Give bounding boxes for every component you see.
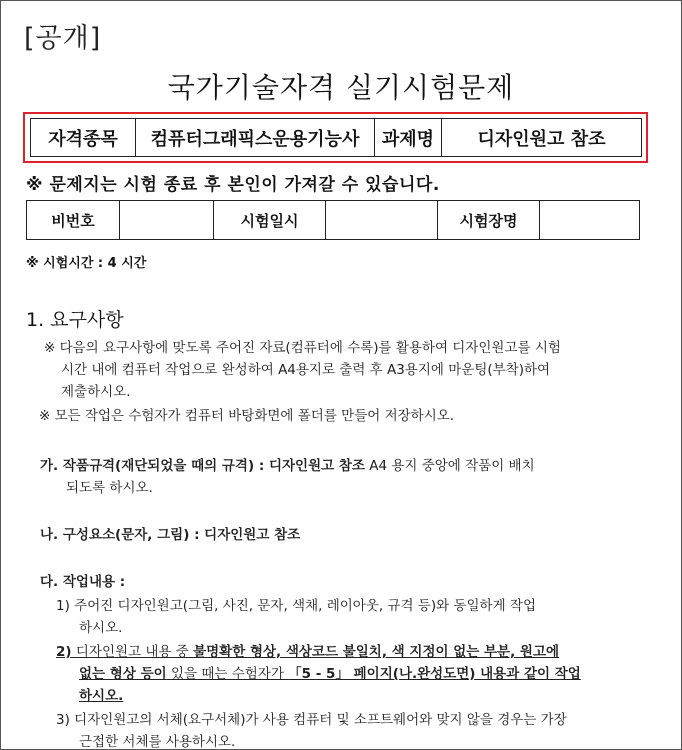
page-title: 국가기술자격 실기시험문제	[167, 71, 515, 104]
secret-number-label: 비번호	[27, 201, 120, 240]
requirement-bullet-1-line-3: 제출하시오.	[61, 384, 131, 400]
exam-info-table	[26, 200, 640, 240]
work-item-2-text-b: 불명확한 형상, 색상코드 불일치, 색 지정이 없는 부분, 원고에	[193, 644, 560, 660]
task-name-label: 과제명	[375, 119, 442, 157]
exam-place-label: 시험장명	[438, 201, 540, 240]
qualification-type-value: 컴퓨터그래픽스운용기능사	[136, 119, 375, 157]
requirement-bullet-2: ※ 모든 작업은 수험자가 컴퓨터 바탕화면에 폴더를 만들어 저장하시오.	[39, 408, 455, 424]
notice-text: ※ 문제지는 시험 종료 후 본인이 가져갈 수 있습니다.	[26, 175, 440, 195]
item-ga	[40, 454, 535, 474]
section-heading: 1. 요구사항	[26, 309, 124, 331]
work-item-2-line-1	[56, 640, 559, 660]
exam-time: ※ 시험시간 : 4 시간	[26, 256, 147, 271]
secret-number-value	[120, 201, 214, 240]
qualification-type-label: 자격종목	[31, 119, 136, 157]
work-item-3-line-1: 3) 디자인원고의 서체(요구서체)가 사용 컴퓨터 및 소프트웨어와 맞지 않을 경우는 가장	[56, 712, 567, 728]
task-name-value: 디자인원고 참조	[442, 119, 642, 157]
work-item-2-text-c: 없는 형상 등이	[79, 666, 167, 682]
work-item-2-text-e: 「5 - 5」 페이지(나.완성도면) 내용과 같이 작업	[288, 666, 581, 682]
exam-place-value	[540, 201, 640, 240]
qualification-table	[30, 118, 642, 157]
item-da: 다. 작업내용 :	[40, 574, 126, 590]
item-na: 나. 구성요소(문자, 그림) : 디자인원고 참조	[40, 527, 301, 543]
work-item-2-line-2	[79, 662, 581, 682]
exam-date-value	[326, 201, 438, 240]
requirement-bullet-1-line-1: ※ 다음의 요구사항에 맞도록 주어진 자료(컴퓨터에 수록)를 활용하여 디자인원고를 시험	[44, 340, 561, 356]
work-item-3-line-2: 근접한 서체를 사용하시오.	[79, 734, 236, 750]
work-item-2-number: 2)	[56, 644, 72, 660]
work-item-2-text-d: 있을 때는 수험자가	[166, 666, 289, 682]
work-item-1-line-1: 1) 주어진 디자인원고(그림, 사진, 문자, 색채, 레이아웃, 규격 등)와 동일하게 작업	[56, 598, 536, 614]
work-item-1-line-2: 하시오.	[79, 620, 123, 636]
item-ga-bold: 가. 작품규격(재단되었을 때의 규격) : 디자인원고 참조	[40, 458, 365, 474]
item-ga-line-2: 되도록 하시오.	[66, 480, 153, 496]
work-item-2-text-a: 디자인원고 내용 중	[71, 644, 194, 660]
work-item-2-line-3: 하시오.	[79, 688, 124, 704]
exam-date-label: 시험일시	[214, 201, 326, 240]
requirement-bullet-1-line-2: 시간 내에 컴퓨터 작업으로 완성하여 A4용지로 출력 후 A3용지에 마운팅(부착)하여	[61, 362, 551, 378]
public-label: [공개]	[24, 23, 102, 54]
item-ga-rest: A4 용지 중앙에 작품이 배치	[364, 458, 535, 474]
